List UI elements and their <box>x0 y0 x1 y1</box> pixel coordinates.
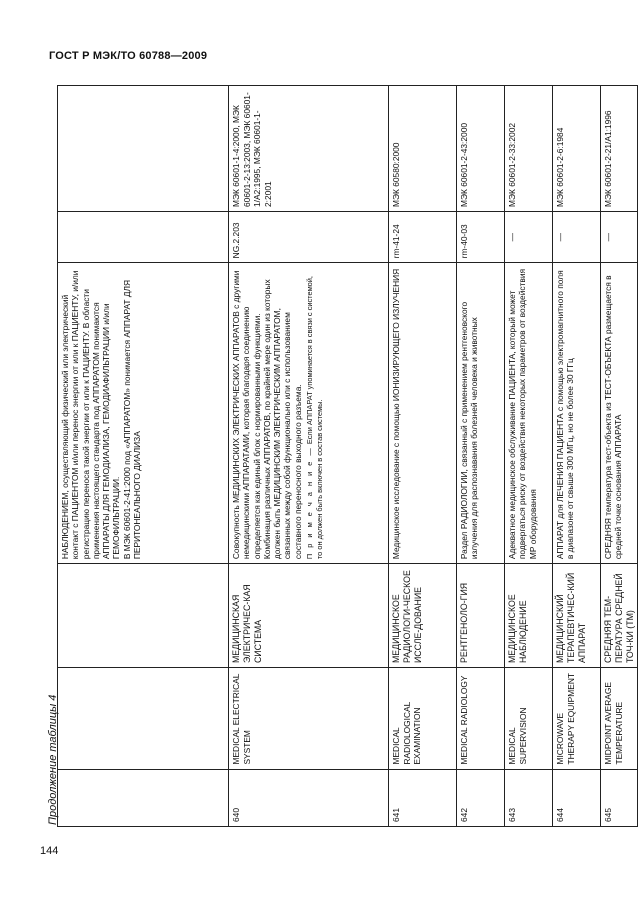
cell-num: 643 <box>505 769 553 826</box>
table-row-continuation <box>58 86 229 827</box>
cell-en: MEDICAL ELECTRICAL SYSTEM <box>229 668 389 769</box>
cell-definition: Раздел РАДИОЛОГИИ, связанный с применением рентгеновского излучения для распознавания болезней человека и животных <box>457 263 505 564</box>
cell-code: — <box>505 211 553 262</box>
definition-text: Совокупность МЕДИЦИНСКИХ ЭЛЕКТРИЧЕСКИХ АППАРАТОВ с другими немедицинскими АППАРАТАМИ, которая благодаря соединению определяется как единый блок с нормированными функциями. Комбинация различных АППАРАТОВ, по крайней мере один из которых должен быть МЕДИЦИНСКИМ ЭЛЕКТРИЧЕСКИМ АППАРАТОМ, связанных между собой функционально или с использованием составного переносного выходного разъема. <box>231 270 303 560</box>
cell-code: NG.2.203 <box>229 211 389 262</box>
note-label: П р и м е ч а н и е — <box>305 446 315 560</box>
cell-code <box>58 211 229 262</box>
cell-en: MEDICAL RADIOLOGY <box>457 668 505 769</box>
cell-en: MIDPOINT AVERAGE TEMPERATURE <box>601 668 638 769</box>
cell-refs: МЭК 60601-2-43:2000 <box>457 86 505 212</box>
table-row <box>553 86 601 827</box>
table-row <box>457 86 505 827</box>
cell-refs: МЭК 60580:2000 <box>389 86 457 212</box>
cell-en: MEDICAL RADIOLOGICAL EXAMINATION <box>389 668 457 769</box>
note-text: Если АППАРАТ упоминается в связи с системой, то он должен быть включен в состав системы. <box>305 276 324 560</box>
cell-definition: Медицинское исследование с помощью ИОНИЗИРУЮЩЕГО ИЗЛУЧЕНИЯ <box>389 263 457 564</box>
cell-num: 641 <box>389 769 457 826</box>
note <box>305 267 324 559</box>
cell-definition <box>58 263 229 564</box>
cell-num: 640 <box>229 769 389 826</box>
document-header: ГОСТ Р МЭК/ТО 60788—2009 <box>49 50 208 62</box>
cell-ru: МЕДИЦИНСКИЙ ТЕРАПЕВТИЧЕС-КИЙ АППАРАТ <box>553 564 601 668</box>
table-row <box>505 86 553 827</box>
cell-code: — <box>553 211 601 262</box>
cell-refs: МЭК 60601-2-33:2002 <box>505 86 553 212</box>
cell-ru: СРЕДНЯЯ ТЕМ-ПЕРАТУРА СРЕДНЕЙ ТОЧ-КИ (ТМ) <box>601 564 638 668</box>
table-continuation-label: Продолжение таблицы 4 <box>47 694 59 825</box>
cell-en: MEDICAL SUPERVISION <box>505 668 553 769</box>
cell-definition: Адекватное медицинское обслуживание ПАЦИЕНТА, который может подвергаться риску от воздействия некоторых параметров от воздействия МР оборудования <box>505 263 553 564</box>
page-number: 144 <box>40 845 59 857</box>
cell-num <box>58 769 229 826</box>
cell-refs: МЭК 60601-2-21/А1:1996 <box>601 86 638 212</box>
cell-num: 645 <box>601 769 638 826</box>
cell-code: — <box>601 211 638 262</box>
cell-num: 644 <box>553 769 601 826</box>
table-row <box>389 86 457 827</box>
cell-ru: МЕДИЦИНСКАЯ ЭЛЕКТРИЧЕС-КАЯ СИСТЕМА <box>229 564 389 668</box>
cell-refs: МЭК 60601-1-4:2000, МЭК 60601-2-13:2003, МЭК 60601-1/А2:1995, МЭК 60601-1-2:2001 <box>229 86 389 212</box>
cell-ru: МЕДИЦИНСКОЕ РАДИОЛОГИ-ЧЕСКОЕ ИССЛЕ-ДОВАНИЕ <box>389 564 457 668</box>
cell-definition: СРЕДНЯЯ температура тест-объекта из ТЕСТ-ОБЪЕКТА размещается в средней точке основания АППАРАТА <box>601 263 638 564</box>
cell-code: rm-40-03 <box>457 211 505 262</box>
cell-definition: АППАРАТ для ЛЕЧЕНИЯ ПАЦИЕНТА с помощью электромагнитного поля в диапазоне от свыше 300 МГц, но не более 30 ГГц <box>553 263 601 564</box>
cell-ru: РЕНТГЕНОЛО-ГИЯ <box>457 564 505 668</box>
cell-definition <box>229 263 389 564</box>
table-row <box>229 86 389 827</box>
cell-en <box>58 668 229 769</box>
cell-refs <box>58 86 229 212</box>
cell-code: rm-41-24 <box>389 211 457 262</box>
terms-table <box>57 85 638 827</box>
cell-ru: МЕДИЦИНСКОЕ НАБЛЮДЕНИЕ <box>505 564 553 668</box>
cell-num: 642 <box>457 769 505 826</box>
cell-ru <box>58 564 229 668</box>
rotated-table-container <box>57 85 635 827</box>
cell-en: MICROWAVE THERAPY EQUIPMENT <box>553 668 601 769</box>
cell-refs: МЭК 60601-2-6:1984 <box>553 86 601 212</box>
table-row <box>601 86 638 827</box>
definition-text: НАБЛЮДЕНИЕМ, осуществляющий физический или электрический контакт с ПАЦИЕНТОМ и/или перенос энергии от или к ПАЦИЕНТУ, и/или регистрацию переноса такой энергии от или к ПАЦИЕНТУ. В области применения настоящего стандарта под АППАРАТОМ понимаются АППАРАТЫ ДЛЯ ГЕМОДИАЛИЗА, ГЕМОДИАФИЛЬТРАЦИИ и/или ГЕМОФИЛЬТРАЦИИ. В МЭК 60601-2-41:2000 под «АППАРАТОМ» понимается АППАРАТ ДЛЯ ПЕРИТОНЕАЛЬНОГО ДИАЛИЗА <box>60 270 143 560</box>
